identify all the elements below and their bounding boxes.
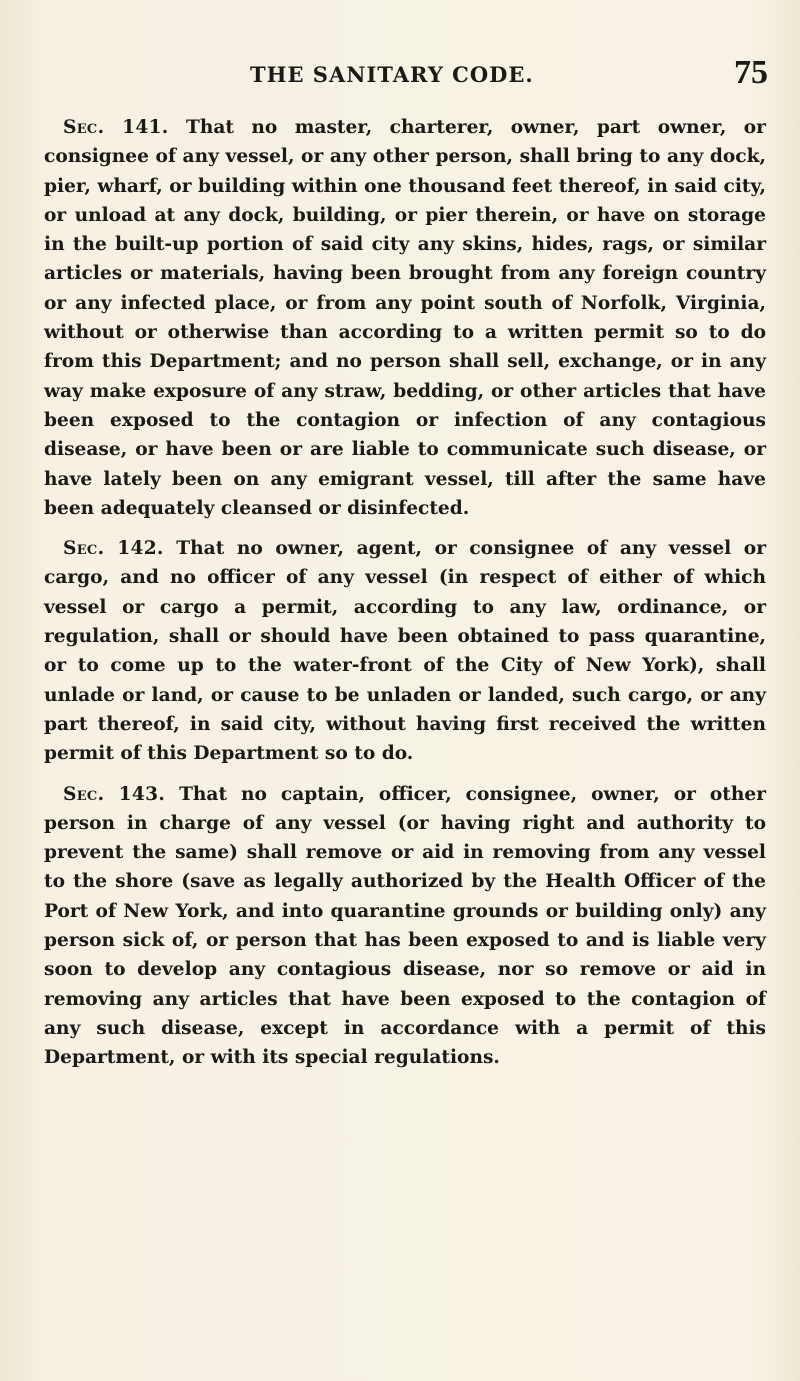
page-number: 75 xyxy=(734,54,768,91)
section-text: That no master, charterer, owner, part owner, or consignee of any vessel, or any other person, shall bring to any dock, pier, wharf, or building within one thousand feet thereof, in said city, or unload at any dock, building, or pier therein, or have on storage in the built-up portion of said city any skins, hides, rags, or similar articles or materials, having been brought from any foreign country or any infected place, or from any point south of Norfolk, Virginia, without or otherwise than according to a written permit so to do from this Department; and no person shall sell, exchange, or in any way make exposure of any straw, bedding, or other articles that have been exposed to the contagion or infection of any contagious disease, or have been or are liable to communicate such disease, or have lately been on any emigrant vessel, till after the same have been adequately cleansed or disinfected. xyxy=(44,117,766,519)
section-label: Sec. 143. xyxy=(63,783,166,805)
running-head xyxy=(40,54,768,98)
section-141 xyxy=(44,113,766,523)
running-head-title: THE SANITARY CODE. xyxy=(250,62,534,87)
section-text: That no captain, officer, consignee, owner, or other person in charge of any vessel (or having right and authority to prevent the same) shall remove or aid in removing from any vessel to the shore (save as legally authorized by the Health Officer of the Port of New York, and into quarantine grounds or building only) any person sick of, or person that has been exposed to and is liable very soon to develop any contagious disease, nor so remove or aid in removing any articles that have been exposed to the contagion of any such disease, except in accordance with a permit of this Department, or with its special regulations. xyxy=(44,783,766,1069)
body-text xyxy=(44,113,766,1084)
section-label: Sec. 142. xyxy=(63,538,164,560)
section-label: Sec. 141. xyxy=(63,117,169,138)
section-text: That no owner, agent, or consignee of any vessel or cargo, and no officer of any vessel (in respect of either of which vessel or cargo a permit, according to any law, ordinance, or regulation, shall or should have been obtained to pass quarantine, or to come up to the water-front of the City of New York), shall unlade or land, or cause to be unladen or landed, such cargo, or any part thereof, in said city, without having first received the written permit of this Department so to do. xyxy=(44,538,767,765)
section-142 xyxy=(44,534,766,768)
section-143 xyxy=(44,780,766,1073)
